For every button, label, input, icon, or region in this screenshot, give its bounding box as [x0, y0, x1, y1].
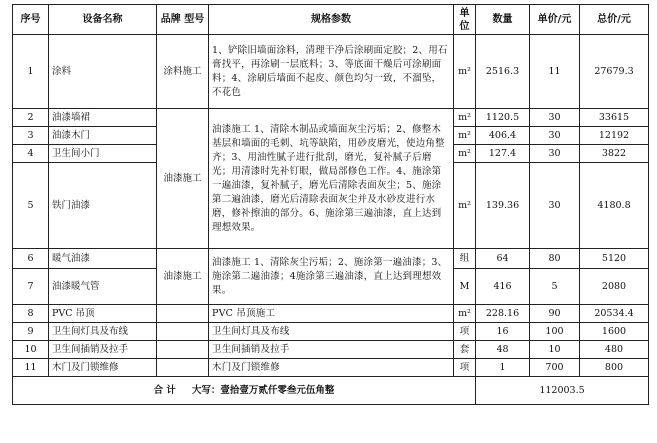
- cell-price: 30: [530, 163, 580, 249]
- cell-spec: 1、铲除旧墙面涂料，清理干净后涂刷面定胶；2、用石膏找平，再涂刷一层底料；3、等底面干燥后可涂刷面料；4、涂刷后墙面不起皮、颜色均匀一致，不溜坠，不花色: [209, 35, 454, 109]
- total-capital-amount: 壹拾壹万贰仟零叁元伍角整: [220, 384, 335, 396]
- cell-qty: 16: [476, 323, 530, 341]
- cell-seq: 2: [13, 109, 49, 127]
- cell-spec: 卫生间插销及拉手: [209, 341, 454, 359]
- cell-spec: 木门及门锁维修: [209, 359, 454, 377]
- table-row: [13, 341, 649, 359]
- cell-seq: 1: [13, 35, 49, 109]
- cell-brand: [157, 323, 209, 341]
- cell-unit: m²: [454, 35, 476, 109]
- cell-total: 5120: [580, 249, 649, 269]
- cell-brand: [157, 341, 209, 359]
- header-spec: 规格参数: [209, 5, 454, 35]
- cell-total: 2080: [580, 269, 649, 305]
- cell-price: 30: [530, 127, 580, 145]
- table-row: [13, 249, 649, 269]
- cell-unit: 项: [454, 359, 476, 377]
- cell-brand: [157, 305, 209, 323]
- cell-qty: 1120.5: [476, 109, 530, 127]
- cell-unit: m²: [454, 305, 476, 323]
- cell-seq: 6: [13, 249, 49, 269]
- total-capital-cell: [13, 377, 476, 405]
- cell-total: 1600: [580, 323, 649, 341]
- cell-total: 33615: [580, 109, 649, 127]
- header-unit: 单位: [454, 5, 476, 35]
- cell-unit: m²: [454, 109, 476, 127]
- cell-unit: 组: [454, 249, 476, 269]
- table-row: [13, 359, 649, 377]
- table-row: [13, 109, 649, 127]
- cell-price: 80: [530, 249, 580, 269]
- cell-seq: 7: [13, 269, 49, 305]
- cell-qty: 2516.3: [476, 35, 530, 109]
- cell-qty: 416: [476, 269, 530, 305]
- cell-seq: 9: [13, 323, 49, 341]
- cell-name: 卫生间小门: [49, 145, 157, 163]
- cell-price: 700: [530, 359, 580, 377]
- cell-seq: 5: [13, 163, 49, 249]
- cell-price: 30: [530, 145, 580, 163]
- cell-qty: 127.4: [476, 145, 530, 163]
- cell-brand: 涂料施工: [157, 35, 209, 109]
- header-seq: 序号: [13, 5, 49, 35]
- header-brand: 品牌 型号: [157, 5, 209, 35]
- cell-seq: 4: [13, 145, 49, 163]
- cell-price: 100: [530, 323, 580, 341]
- cell-total: 12192: [580, 127, 649, 145]
- header-price: 单价/元: [530, 5, 580, 35]
- cell-spec: 卫生间灯具及布线: [209, 323, 454, 341]
- cell-unit: 套: [454, 341, 476, 359]
- total-label: 合 计: [153, 384, 176, 396]
- cell-spec-group: 油漆施工 1、清除木制品或墙面灰尘污垢；2、修整木基层和墙面的毛刺、坑等缺陷，用砂皮磨光，使边角整齐；3、用油性腻子进行批刮，磨光，复补腻子后磨光；用清漆时先补钉眼，做局部修色工作。4、施涂第一遍油漆，复补腻子，磨光后清除表面灰尘；5、施涂第二遍油漆，磨光后清除表面灰尘并及水砂皮进行水磨，修补擦油的部分。6、施涂第三遍油漆，直上达到理想效果。: [209, 109, 454, 249]
- cell-unit: m²: [454, 163, 476, 249]
- header-total: 总价/元: [580, 5, 649, 35]
- cell-qty: 139.36: [476, 163, 530, 249]
- cell-brand-group: 油漆施工: [157, 109, 209, 249]
- table-row: [13, 323, 649, 341]
- cell-seq: 8: [13, 305, 49, 323]
- cell-name: 暖气油漆: [49, 249, 157, 269]
- cell-seq: 11: [13, 359, 49, 377]
- cell-total: 800: [580, 359, 649, 377]
- table-row: [13, 35, 649, 109]
- cell-price: 10: [530, 341, 580, 359]
- header-name: 设备名称: [49, 5, 157, 35]
- header-qty: 数量: [476, 5, 530, 35]
- cell-unit: m²: [454, 127, 476, 145]
- cell-name: 铁门油漆: [49, 163, 157, 249]
- cell-unit: M: [454, 269, 476, 305]
- cell-qty: 1: [476, 359, 530, 377]
- cell-total: 20534.4: [580, 305, 649, 323]
- cell-spec-group: 油漆施工 1、清除灰尘污垢；2、施涂第一遍油漆；3、施涂第二遍油漆；4施涂第三遍油漆，直上达到理想效果。: [209, 249, 454, 305]
- cell-qty: 48: [476, 341, 530, 359]
- cell-unit: 项: [454, 323, 476, 341]
- cell-unit: m²: [454, 145, 476, 163]
- cell-price: 5: [530, 269, 580, 305]
- cell-name: 涂料: [49, 35, 157, 109]
- cell-qty: 406.4: [476, 127, 530, 145]
- cell-brand-group: 油漆施工: [157, 249, 209, 305]
- total-capital-prefix: 大写：: [191, 384, 221, 396]
- cell-name: 卫生间灯具及布线: [49, 323, 157, 341]
- cell-price: 30: [530, 109, 580, 127]
- cell-price: 11: [530, 35, 580, 109]
- cell-name: 卫生间插销及拉手: [49, 341, 157, 359]
- table-row: [13, 305, 649, 323]
- cell-name: PVC 吊顶: [49, 305, 157, 323]
- cell-name: 油漆墙裙: [49, 109, 157, 127]
- cell-name: 油漆暖气管: [49, 269, 157, 305]
- header-row: [13, 5, 649, 35]
- cell-total: 4180.8: [580, 163, 649, 249]
- cell-seq: 10: [13, 341, 49, 359]
- cell-total: 3822: [580, 145, 649, 163]
- cell-total: 480: [580, 341, 649, 359]
- cell-brand: [157, 359, 209, 377]
- quotation-table: [12, 4, 649, 405]
- cell-qty: 228.16: [476, 305, 530, 323]
- total-amount: 112003.5: [476, 377, 649, 405]
- cell-seq: 3: [13, 127, 49, 145]
- total-row: [13, 377, 649, 405]
- cell-total: 27679.3: [580, 35, 649, 109]
- cell-name: 油漆木门: [49, 127, 157, 145]
- cell-price: 90: [530, 305, 580, 323]
- cell-qty: 64: [476, 249, 530, 269]
- cell-name: 木门及门锁维修: [49, 359, 157, 377]
- cell-spec: PVC 吊顶施工: [209, 305, 454, 323]
